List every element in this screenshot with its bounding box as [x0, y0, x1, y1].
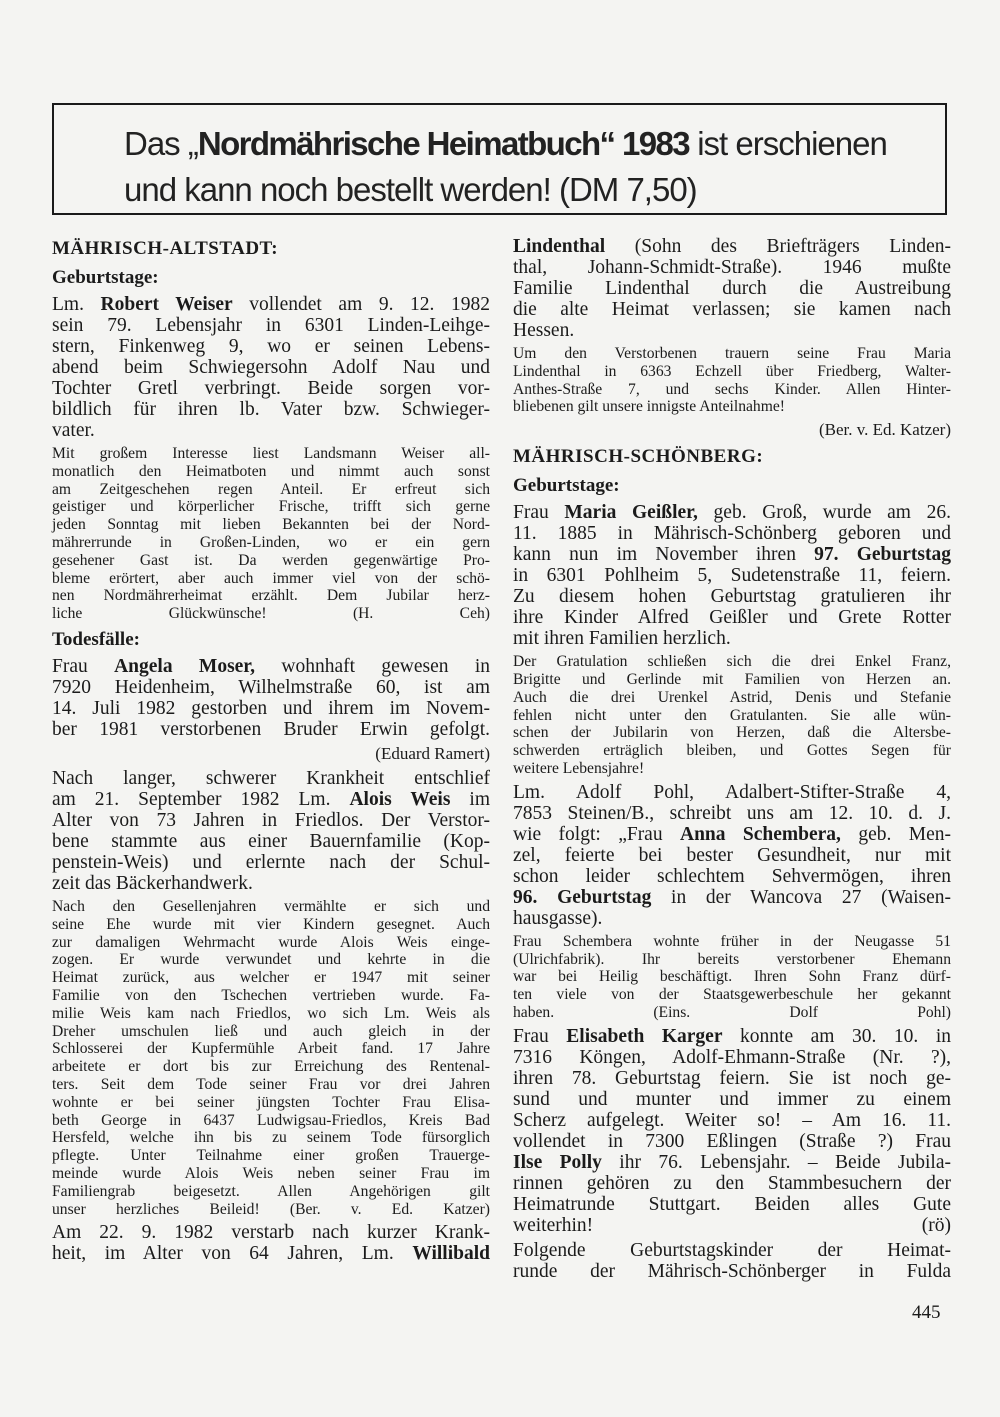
paragraph: [52, 294, 490, 441]
detail-paragraph: [513, 933, 951, 1022]
text-line: thal, Johann-Schmidt-Straße). 1946 mußte: [513, 257, 951, 278]
paragraph: [513, 782, 951, 929]
text-line: 7316 Köngen, Adolf-Ehmann-Straße (Nr. ?),: [513, 1046, 951, 1068]
detail-paragraph: [52, 898, 490, 1218]
text-line: vollendet in 7300 Eßlingen (Straße ?) Frau: [513, 1130, 951, 1152]
text-segment: vollendet am 9. 12. 1982: [232, 294, 490, 315]
text-segment: am 21. September 1982 Lm.: [52, 788, 350, 810]
text-line: milie Weis kam nach Friedlos, wo sich Lm. Weis als: [52, 1004, 490, 1022]
text-line: 7853 Steinen/B., schreibt uns am 12. 10. d. J.: [513, 802, 951, 824]
text-line: nen Nordmährerheimat erzählt. Dem Jubilar herz-: [52, 587, 490, 605]
text-line: schen der Jubilarin von Herzen, daß die Altersbe-: [513, 724, 951, 742]
text-line: Scherz aufgelegt. Weiter so! – Am 16. 11.: [513, 1109, 951, 1131]
text-line: ihren 78. Geburtstag feiern. Sie ist noch ge-: [513, 1067, 951, 1089]
text-line: meinde wurde Alois Weis neben seiner Frau im: [52, 1164, 490, 1182]
subsection-heading: Todesfälle:: [52, 628, 140, 650]
text-segment: in der Wancova 27 (Waisen-: [651, 886, 952, 908]
bold-name: Elisabeth Karger: [566, 1025, 723, 1047]
text-line: [52, 294, 490, 315]
text-line: [52, 656, 490, 677]
paragraph: [52, 1222, 490, 1264]
text-line: zogen. Er wurde verwundet und kehrte in die: [52, 951, 490, 969]
banner-title-line-2: und kann noch bestellt werden! (DM 7,50): [124, 171, 697, 208]
text-line: Tochter Gretl verbringt. Beide sorgen vor-: [52, 378, 490, 399]
text-line: [52, 789, 490, 810]
section-heading: MÄHRISCH-SCHÖNBERG:: [513, 446, 764, 468]
subsection-heading: Geburtstage:: [513, 475, 620, 497]
text-line: [513, 502, 951, 523]
bold-name: Robert Weiser: [100, 294, 233, 315]
text-line: Nach den Gesellenjahren vermählte er sich und: [52, 897, 490, 915]
bold-name: Maria Geißler,: [564, 502, 698, 524]
text-line: Auch die drei Urenkel Astrid, Denis und Stefanie: [513, 688, 951, 706]
text-line: (Ulrichfabrik). Ihr bereits verstorbener Ehemann: [513, 950, 951, 968]
text-line: Heimat zurück, aus welcher er 1947 mit seiner: [52, 969, 490, 987]
text-line: mährerrunde in Großen-Linden, wo er ein gern: [52, 533, 490, 551]
text-line: [513, 1026, 951, 1047]
text-line: schon leider schlechtem Sehvermögen, ihren: [513, 865, 951, 887]
bold-name: 96. Geburtstag: [513, 886, 652, 908]
text-segment: kann nun im November ihren: [513, 544, 815, 566]
text-line: haben. (Eins. Dolf Pohl): [513, 1003, 951, 1021]
text-line: am Zeitgeschehen regen Anteil. Er erfreut sich: [52, 480, 490, 498]
text-line: arbeitete er dort bis zur Erreichung des Rentenal-: [52, 1058, 490, 1076]
text-line: sein 79. Lebensjahr in 6301 Linden-Leihge-: [52, 315, 490, 336]
paragraph: [513, 502, 951, 649]
text-line: zel, feierte bei bester Gesundheit, nur mit: [513, 844, 951, 866]
text-line: Alter von 73 Jahren in Friedlos. Der Verstor-: [52, 809, 490, 831]
attribution: (Ber. v. Ed. Katzer): [818, 420, 951, 440]
text-line: hausgasse).: [513, 907, 603, 929]
left-column: [52, 236, 490, 1268]
text-line: [52, 1243, 490, 1264]
text-line: Folgende Geburtstagskinder der Heimat-: [513, 1239, 951, 1261]
paragraph: [52, 768, 490, 894]
text-line: gesehener Gast ist. Da werden gegenwärtige Pro-: [52, 551, 490, 569]
bold-name: Willibald: [412, 1243, 490, 1265]
text-segment: Frau: [513, 1025, 567, 1047]
text-segment: Lm.: [52, 294, 101, 315]
text-segment: wohnhaft gewesen in: [255, 655, 491, 677]
text-line: seine Ehe wurde mit vier Kindern gesegnet. Auch: [52, 915, 490, 933]
text-line: war bei Heilig beschäftigt. Ihren Sohn Franz dürf-: [513, 968, 951, 986]
text-line: [513, 824, 951, 845]
bold-name: Lindenthal: [513, 236, 606, 257]
text-line: beth George in 6437 Ludwigsau-Friedlos, Kreis Bad: [52, 1111, 490, 1129]
text-segment: wie folgt: „Frau: [513, 823, 680, 845]
detail-paragraph: [513, 345, 951, 416]
page-number: 445: [912, 1302, 941, 1323]
text-line: Familie Lindenthal durch die Austreibung: [513, 278, 951, 299]
text-line: die alte Heimat verlassen; sie kamen nach: [513, 299, 951, 320]
text-line: [513, 236, 951, 257]
text-line: Hersfeld, welche ihn bis zu seinem Tode fürsorglich: [52, 1129, 490, 1147]
text-line: Schlosserei der Kupfermühle Arbeit fand. 17 Jahre: [52, 1040, 490, 1058]
text-line: bildlich für ihren lb. Vater bzw. Schwieger-: [52, 399, 490, 420]
detail-paragraph: [52, 445, 490, 623]
text-line: Lm. Adolf Pohl, Adalbert-Stifter-Straße 4,: [513, 781, 951, 803]
text-line: Zu diesem hohen Geburtstag gratulieren ihr: [513, 586, 951, 608]
bold-name: Ilse Polly: [513, 1151, 602, 1173]
paragraph: [513, 1026, 951, 1236]
text-line: sund und munter und immer zu einem: [513, 1088, 951, 1110]
text-line: weiterhin! (rö): [513, 1214, 951, 1236]
text-line: Der Gratulation schließen sich die drei Enkel Franz,: [513, 653, 951, 671]
text-line: Hessen.: [513, 320, 575, 341]
text-line: Familie von den Tschechen vertrieben wurde. Fa-: [52, 986, 490, 1004]
bold-name: Anna Schembera,: [679, 823, 841, 845]
text-line: Frau Schembera wohnte früher in der Neugasse 51: [513, 932, 951, 950]
text-line: 11. 1885 in Mährisch-Schönberg geboren und: [513, 523, 951, 545]
text-line: zeit das Bäckerhandwerk.: [52, 872, 253, 894]
subsection-heading: Geburtstage:: [52, 267, 159, 288]
paragraph: [513, 1240, 951, 1282]
text-line: ihre Kinder Alfred Geißler und Grete Rotter: [513, 607, 951, 629]
text-line: stern, Finkenweg 9, wo er seinen Lebens-: [52, 336, 490, 357]
text-line: Heimatrunde Stuttgart. Beiden alles Gute: [513, 1193, 951, 1215]
text-line: monatlich den Heimatboten und nimmt auch sonst: [52, 462, 490, 480]
banner-title-line-1: [124, 125, 887, 163]
text-line: zur damaligen Wehrmacht wurde Alois Weis einge-: [52, 933, 490, 951]
text-line: [513, 1152, 951, 1173]
text-line: pflegte. Unter Teilnahme einer großen Trauerge-: [52, 1147, 490, 1165]
text-line: Nach langer, schwerer Krankheit entschlief: [52, 767, 490, 789]
text-line: in 6301 Pohlheim 5, Sudetenstraße 11, feiern.: [513, 565, 951, 587]
text-line: fehlen nicht unter den Gratulanten. Sie alle wün-: [513, 706, 951, 724]
banner-text: ist erschienen: [689, 125, 887, 162]
text-segment: im: [450, 788, 491, 810]
announcement-banner: [52, 103, 947, 215]
banner-book-title: Nordmährische Heimatbuch“ 1983: [197, 125, 690, 162]
text-line: 14. Juli 1982 gestorben und ihrem im Novem-: [52, 697, 490, 719]
text-line: schwerden erträglich bleiben, und Gottes Segen für: [513, 742, 951, 760]
detail-paragraph: [513, 653, 951, 778]
text-segment: ihr 76. Lebensjahr. – Beide Jubila-: [601, 1151, 951, 1173]
text-line: geistiger und körperlicher Frische, trifft sich gerne: [52, 498, 490, 516]
text-line: Um den Verstorbenen trauern seine Frau Maria: [513, 345, 951, 362]
text-line: rinnen gehören zu den Stammbesuchern der: [513, 1172, 951, 1194]
text-line: Familiengrab beigesetzt. Allen Angehörigen gilt: [52, 1182, 490, 1200]
text-segment: (Sohn des Briefträgers Linden-: [605, 236, 951, 257]
text-line: Brigitte und Gerlinde mit Familien von Herzen an.: [513, 670, 951, 688]
text-line: 7920 Heidenheim, Wilhelmstraße 60, ist am: [52, 676, 490, 698]
attribution: (Eduard Ramert): [375, 743, 490, 763]
text-line: Am 22. 9. 1982 verstarb nach kurzer Krank-: [52, 1222, 490, 1244]
text-segment: heit, im Alter von 64 Jahren, Lm.: [52, 1243, 413, 1265]
text-line: bliebenen gilt unsere innigste Anteilnahme!: [513, 398, 785, 416]
text-line: ten viele von der Staatsgewerbeschule her gekannt: [513, 986, 951, 1004]
text-line: bleme erörtert, aber auch immer viel von der schö-: [52, 569, 490, 587]
text-segment: Frau: [52, 655, 115, 677]
right-column: [513, 236, 951, 1286]
text-line: Anthes-Straße 7, und sechs Kinder. Allen Hinter-: [513, 380, 951, 398]
text-segment: geb. Men-: [840, 823, 951, 845]
text-line: [513, 544, 951, 565]
text-line: weitere Lebensjahre!: [513, 759, 645, 777]
text-line: ber 1981 verstorbenen Bruder Erwin gefolgt.: [52, 718, 490, 740]
text-line: mit ihren Familien herzlich.: [513, 628, 731, 650]
text-line: wohnte er bei seiner jüngsten Tochter Frau Elisa-: [52, 1093, 490, 1111]
text-segment: geb. Groß, wurde am 26.: [697, 502, 951, 524]
bold-name: Angela Moser,: [114, 655, 256, 677]
text-line: Lindenthal in 6363 Echzell über Friedberg, Walter-: [513, 362, 951, 380]
banner-text: Das „: [124, 125, 198, 162]
text-line: vater.: [52, 420, 95, 441]
text-line: liche Glückwünsche! (H. Ceh): [52, 605, 490, 623]
paragraph: [513, 236, 951, 341]
text-line: penstein-Weis) und erlernte nach der Schul-: [52, 851, 490, 873]
bold-name: Alois Weis: [349, 788, 451, 810]
bold-name: 97. Geburtstag: [814, 544, 951, 566]
text-line: unser herzliches Beileid! (Ber. v. Ed. Katzer): [52, 1200, 490, 1218]
text-line: Dreher umschulen ließ und auch gleich in der: [52, 1022, 490, 1040]
text-line: [513, 887, 951, 908]
text-line: Mit großem Interesse liest Landsmann Weiser all-: [52, 445, 490, 462]
paragraph: [52, 656, 490, 740]
text-line: ters. Seit dem Tode seiner Frau vor drei Jahren: [52, 1075, 490, 1093]
text-line: bene stammte aus einer Bauernfamilie (Kop-: [52, 830, 490, 852]
text-segment: Frau: [513, 502, 565, 524]
text-line: abend beim Schwiegersohn Adolf Nau und: [52, 357, 490, 378]
text-line: runde der Mährisch-Schönberger in Fulda: [513, 1260, 951, 1282]
text-segment: konnte am 30. 10. in: [722, 1025, 952, 1047]
text-line: jeden Sonntag mit lieben Bekannten bei der Nord-: [52, 516, 490, 534]
section-heading: MÄHRISCH-ALTSTADT:: [52, 238, 279, 259]
